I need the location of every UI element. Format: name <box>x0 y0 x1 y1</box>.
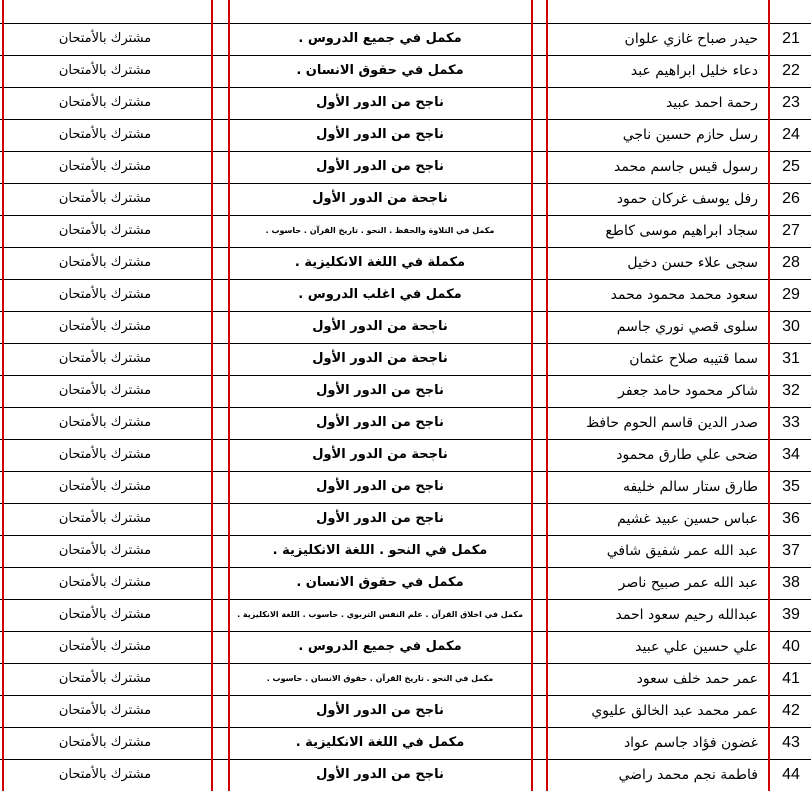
row-divider <box>0 311 811 312</box>
student-name: عباس حسين عبيد غشيم <box>617 511 758 527</box>
row-divider <box>0 599 811 600</box>
row-number: 41 <box>782 670 800 687</box>
row-number: 31 <box>782 350 800 367</box>
column-border <box>211 0 213 791</box>
table-row <box>0 471 811 503</box>
result-status: مكمل في النحو . تاريخ القرآن . حقوق الانسان . حاسوب . <box>266 674 494 683</box>
row-number: 30 <box>782 318 800 335</box>
column-border <box>228 0 230 791</box>
exam-note: مشترك بالأمتحان <box>58 671 152 686</box>
row-divider <box>0 631 811 632</box>
table-row <box>0 279 811 311</box>
student-name: عمر حمد خلف سعود <box>636 671 758 687</box>
result-status: ناجح من الدور الأول <box>316 127 444 142</box>
exam-note <box>0 0 210 23</box>
column-border <box>546 0 548 791</box>
row-divider <box>0 535 811 536</box>
row-divider <box>0 727 811 728</box>
table-row <box>0 695 811 727</box>
table-row <box>0 0 811 23</box>
row-number: 32 <box>782 382 800 399</box>
result-status: ناجح من الدور الأول <box>316 479 444 494</box>
column-border <box>2 0 4 791</box>
exam-note: مشترك بالأمتحان <box>58 767 152 782</box>
result-status: ناجح من الدور الأول <box>316 703 444 718</box>
result-status: مكمل في اخلاق القرآن . علم النفس التربوي . حاسوب . اللغة الانكليزية . <box>237 610 523 619</box>
exam-note: مشترك بالأمتحان <box>58 223 152 238</box>
exam-note: مشترك بالأمتحان <box>58 159 152 174</box>
result-status: ناجح من الدور الأول <box>316 159 444 174</box>
row-number: 36 <box>782 510 800 527</box>
exam-note: مشترك بالأمتحان <box>58 639 152 654</box>
row-divider <box>0 247 811 248</box>
table-row <box>0 119 811 151</box>
exam-note: مشترك بالأمتحان <box>58 479 152 494</box>
table-row <box>0 631 811 663</box>
table-row <box>0 23 811 55</box>
result-status: ناجح من الدور الأول <box>316 383 444 398</box>
exam-note: مشترك بالأمتحان <box>58 351 152 366</box>
row-number: 24 <box>782 126 800 143</box>
student-name: سلوى قصي نوري جاسم <box>616 319 758 335</box>
row-divider <box>0 375 811 376</box>
row-divider <box>0 567 811 568</box>
table-row <box>0 375 811 407</box>
student-name: حيدر صباح غازي علوان <box>624 31 758 47</box>
result-status: ناجحة من الدور الأول <box>312 447 448 462</box>
student-name: رفل يوسف غركان حمود <box>616 191 758 207</box>
row-divider <box>0 503 811 504</box>
student-name: عبد الله عمر شفيق شافي <box>606 543 758 559</box>
row-divider <box>0 407 811 408</box>
table-row <box>0 535 811 567</box>
exam-note: مشترك بالأمتحان <box>58 95 152 110</box>
table-row <box>0 503 811 535</box>
exam-note: مشترك بالأمتحان <box>58 575 152 590</box>
row-number: 43 <box>782 734 800 751</box>
row-number: 27 <box>782 222 800 239</box>
student-name <box>550 0 758 23</box>
student-name: رسول قيس جاسم محمد <box>614 159 758 175</box>
table-row <box>0 215 811 247</box>
exam-note: مشترك بالأمتحان <box>58 543 152 558</box>
exam-note: مشترك بالأمتحان <box>58 287 152 302</box>
result-status: ناجحة من الدور الأول <box>312 319 448 334</box>
row-divider <box>0 439 811 440</box>
exam-note: مشترك بالأمتحان <box>58 191 152 206</box>
result-status: مكمل في التلاوة والحفظ . النحو . تاريخ القرآن . حاسوب . <box>265 226 495 235</box>
student-name: سعود محمد محمود محمد <box>610 287 758 303</box>
row-number: 22 <box>782 62 800 79</box>
row-number: 23 <box>782 94 800 111</box>
row-divider <box>0 695 811 696</box>
result-status: مكمل في النحو . اللغة الانكليزية . <box>272 543 488 558</box>
student-name: رسل حازم حسين ناجي <box>622 127 758 143</box>
table-row <box>0 567 811 599</box>
row-divider <box>0 119 811 120</box>
student-name: علي حسين علي عبيد <box>635 639 758 655</box>
row-number: 39 <box>782 606 800 623</box>
student-name: سجى علاء حسن دخيل <box>627 255 758 271</box>
result-status: مكمل في جميع الدروس . <box>298 639 462 654</box>
exam-note: مشترك بالأمتحان <box>58 703 152 718</box>
student-name: سجاد ابراهيم موسى كاطع <box>605 223 758 239</box>
row-number: 28 <box>782 254 800 271</box>
row-number: 26 <box>782 190 800 207</box>
table-row <box>0 407 811 439</box>
table-row <box>0 311 811 343</box>
result-status: مكمل في اللغة الانكليزية . <box>295 735 465 750</box>
result-status <box>231 0 529 23</box>
result-status: مكمل في حقوق الانسان . <box>296 63 464 78</box>
student-name: رحمة احمد عبيد <box>665 95 758 111</box>
exam-note: مشترك بالأمتحان <box>58 255 152 270</box>
row-number: 37 <box>782 542 800 559</box>
table-row <box>0 87 811 119</box>
exam-note: مشترك بالأمتحان <box>58 735 152 750</box>
result-status: مكمل في اغلب الدروس . <box>298 287 462 302</box>
table-row <box>0 247 811 279</box>
exam-note: مشترك بالأمتحان <box>58 31 152 46</box>
result-status: ناجح من الدور الأول <box>316 415 444 430</box>
exam-note: مشترك بالأمتحان <box>58 447 152 462</box>
column-border <box>531 0 533 791</box>
exam-note: مشترك بالأمتحان <box>58 319 152 334</box>
row-number: 38 <box>782 574 800 591</box>
row-divider <box>0 663 811 664</box>
table-row <box>0 151 811 183</box>
row-number: 35 <box>782 478 800 495</box>
table-row <box>0 727 811 759</box>
table-row <box>0 663 811 695</box>
row-number: 34 <box>782 446 800 463</box>
student-name: غضون فؤاد جاسم عواد <box>623 735 758 751</box>
result-status: مكمل في جميع الدروس . <box>298 31 462 46</box>
column-border <box>768 0 770 791</box>
row-number: 44 <box>782 766 800 783</box>
student-name: سما قتيبه صلاح عثمان <box>629 351 758 367</box>
result-status: ناجح من الدور الأول <box>316 95 444 110</box>
row-divider <box>0 183 811 184</box>
exam-note: مشترك بالأمتحان <box>58 63 152 78</box>
student-name: شاكر محمود حامد جعفر <box>618 383 758 399</box>
row-divider <box>0 279 811 280</box>
row-divider <box>0 343 811 344</box>
student-name: عبدالله رحيم سعود احمد <box>615 607 758 623</box>
row-number: 42 <box>782 702 800 719</box>
result-status: مكمل في حقوق الانسان . <box>296 575 464 590</box>
table-row <box>0 439 811 471</box>
row-divider <box>0 151 811 152</box>
result-status: ناجح من الدور الأول <box>316 511 444 526</box>
result-status: مكملة في اللغة الانكليزية . <box>294 255 466 270</box>
result-status: ناجح من الدور الأول <box>316 767 444 782</box>
row-number: 25 <box>782 158 800 175</box>
exam-note: مشترك بالأمتحان <box>58 383 152 398</box>
row-number: 40 <box>782 638 800 655</box>
table-row <box>0 759 811 791</box>
table-row <box>0 183 811 215</box>
student-name: ضحى علي طارق محمود <box>616 447 758 463</box>
row-number: 29 <box>782 286 800 303</box>
row-number: 21 <box>782 30 800 47</box>
student-name: دعاء خليل ابراهيم عبد <box>630 63 758 79</box>
exam-note: مشترك بالأمتحان <box>58 511 152 526</box>
table-row <box>0 343 811 375</box>
result-status: ناجحة من الدور الأول <box>312 191 448 206</box>
student-name: طارق ستار سالم خليفه <box>622 479 758 495</box>
table-row <box>0 599 811 631</box>
result-status: ناجحة من الدور الأول <box>312 351 448 366</box>
row-divider <box>0 87 811 88</box>
row-number: 33 <box>782 414 800 431</box>
student-name: عمر محمد عبد الخالق عليوي <box>591 703 758 719</box>
row-divider <box>0 471 811 472</box>
student-name: عبد الله عمر صبيح ناصر <box>618 575 758 591</box>
exam-note: مشترك بالأمتحان <box>58 607 152 622</box>
row-divider <box>0 23 811 24</box>
row-divider <box>0 759 811 760</box>
table-row <box>0 55 811 87</box>
row-divider <box>0 55 811 56</box>
exam-note: مشترك بالأمتحان <box>58 127 152 142</box>
row-number <box>773 0 809 23</box>
exam-note: مشترك بالأمتحان <box>58 415 152 430</box>
student-name: صدر الدين قاسم الحوم حافظ <box>586 415 758 431</box>
student-name: فاطمة نجم محمد راضي <box>618 767 758 783</box>
row-divider <box>0 215 811 216</box>
